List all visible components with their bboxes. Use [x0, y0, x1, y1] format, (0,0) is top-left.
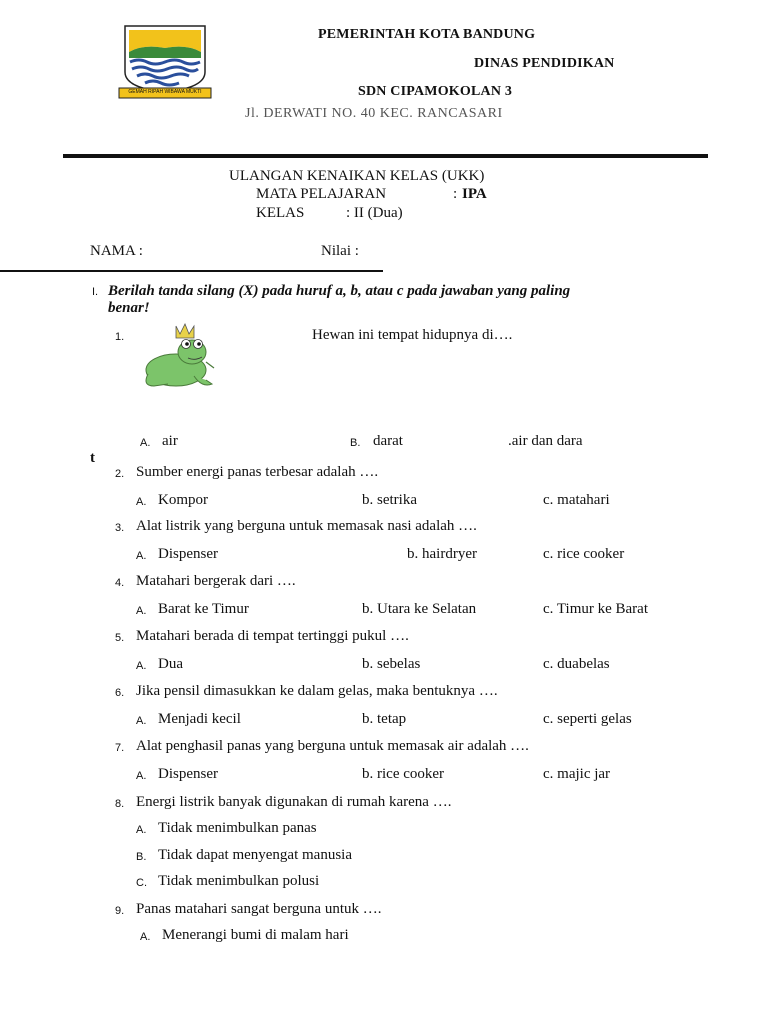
header-line3: SDN CIPAMOKOLAN 3 — [358, 84, 513, 99]
question-text: Matahari berada di tempat tertinggi pukul …. — [136, 628, 409, 644]
option-text: Tidak menimbulkan panas — [158, 820, 317, 836]
option-text: Menerangi bumi di malam hari — [162, 927, 349, 943]
question-text: Energi listrik banyak digunakan di rumah karena …. — [136, 794, 452, 810]
city-logo — [117, 22, 213, 100]
option-letter: A. — [136, 715, 147, 727]
option-text: b. sebelas — [362, 656, 421, 672]
frog-image — [140, 322, 216, 392]
option-text: Dua — [158, 656, 183, 672]
option-letter: A. — [136, 660, 147, 672]
option-text: c. seperti gelas — [543, 711, 632, 727]
option-letter: C. — [136, 877, 147, 889]
option-letter: A. — [136, 605, 147, 617]
option-letter: A. — [136, 770, 147, 782]
option-text: b. rice cooker — [362, 766, 445, 782]
option-text: Kompor — [158, 492, 208, 508]
header-line1: PEMERINTAH KOTA BANDUNG — [318, 27, 536, 42]
question-number: 5. — [115, 632, 125, 644]
logo-motto: GEMAH RIPAH WIBAWA MUKTI — [128, 89, 202, 95]
frog-with-crown-icon — [140, 322, 216, 392]
question-number: 6. — [115, 687, 125, 699]
question-number: 8. — [115, 798, 125, 810]
name-label: NAMA : — [90, 243, 143, 259]
option-text: b. Utara ke Selatan — [362, 601, 477, 617]
wrapped-char: t — [90, 450, 95, 466]
option-letter: A. — [136, 496, 147, 508]
option-text: .air dan dara — [508, 433, 583, 449]
question-text: Panas matahari sangat berguna untuk …. — [136, 901, 382, 917]
option-text: Menjadi kecil — [158, 711, 241, 727]
header-line2: DINAS PENDIDIKAN — [474, 56, 615, 71]
option-letter: B. — [136, 851, 147, 863]
name-underline — [0, 270, 383, 272]
option-text: c. majic jar — [543, 766, 611, 782]
question-number: 3. — [115, 522, 125, 534]
question-text: Jika pensil dimasukkan ke dalam gelas, maka bentuknya …. — [136, 683, 498, 699]
header-address: Jl. DERWATI NO. 40 KEC. RANCASARI — [245, 106, 503, 121]
option-letter: A. — [140, 437, 151, 449]
question-text: Hewan ini tempat hidupnya di…. — [312, 327, 513, 343]
question-number: 9. — [115, 905, 125, 917]
option-text: c. rice cooker — [543, 546, 625, 562]
question-text: Alat listrik yang berguna untuk memasak nasi adalah …. — [136, 518, 477, 534]
subject-label: MATA PELAJARAN — [256, 186, 387, 202]
exam-title: ULANGAN KENAIKAN KELAS (UKK) — [229, 168, 485, 184]
option-text: b. hairdryer — [407, 546, 477, 562]
question-text: Sumber energi panas terbesar adalah …. — [136, 464, 379, 480]
instruction-line1: Berilah tanda silang (X) pada huruf a, b, atau c pada jawaban yang paling — [108, 283, 571, 299]
option-letter: A. — [140, 931, 151, 943]
option-text: c. duabelas — [543, 656, 610, 672]
question-number: 7. — [115, 742, 125, 754]
option-text: b. setrika — [362, 492, 417, 508]
class-value: : II (Dua) — [346, 205, 403, 221]
question-number: 2. — [115, 468, 125, 480]
option-letter: A. — [136, 824, 147, 836]
header-divider — [63, 154, 708, 158]
option-text: Barat ke Timur — [158, 601, 249, 617]
question-number: 1. — [115, 331, 125, 343]
instruction-line2: benar! — [108, 300, 150, 316]
option-text: darat — [373, 433, 403, 449]
subject-sep: : — [453, 186, 458, 202]
class-label: KELAS — [256, 205, 305, 221]
option-letter: A. — [136, 550, 147, 562]
option-text: c. Timur ke Barat — [543, 601, 648, 617]
score-label: Nilai : — [321, 243, 359, 259]
option-text: air — [162, 433, 178, 449]
question-number: 4. — [115, 577, 125, 589]
option-letter: B. — [350, 437, 361, 449]
section-number: I. — [92, 286, 99, 298]
option-text: Dispenser — [158, 766, 218, 782]
question-text: Matahari bergerak dari …. — [136, 573, 296, 589]
question-text: Alat penghasil panas yang berguna untuk memasak air adalah …. — [136, 738, 529, 754]
option-text: Tidak dapat menyengat manusia — [158, 847, 352, 863]
option-text: Dispenser — [158, 546, 218, 562]
subject-value: IPA — [462, 186, 487, 202]
option-text: Tidak menimbulkan polusi — [158, 873, 320, 889]
option-text: c. matahari — [543, 492, 610, 508]
option-text: b. tetap — [362, 711, 407, 727]
